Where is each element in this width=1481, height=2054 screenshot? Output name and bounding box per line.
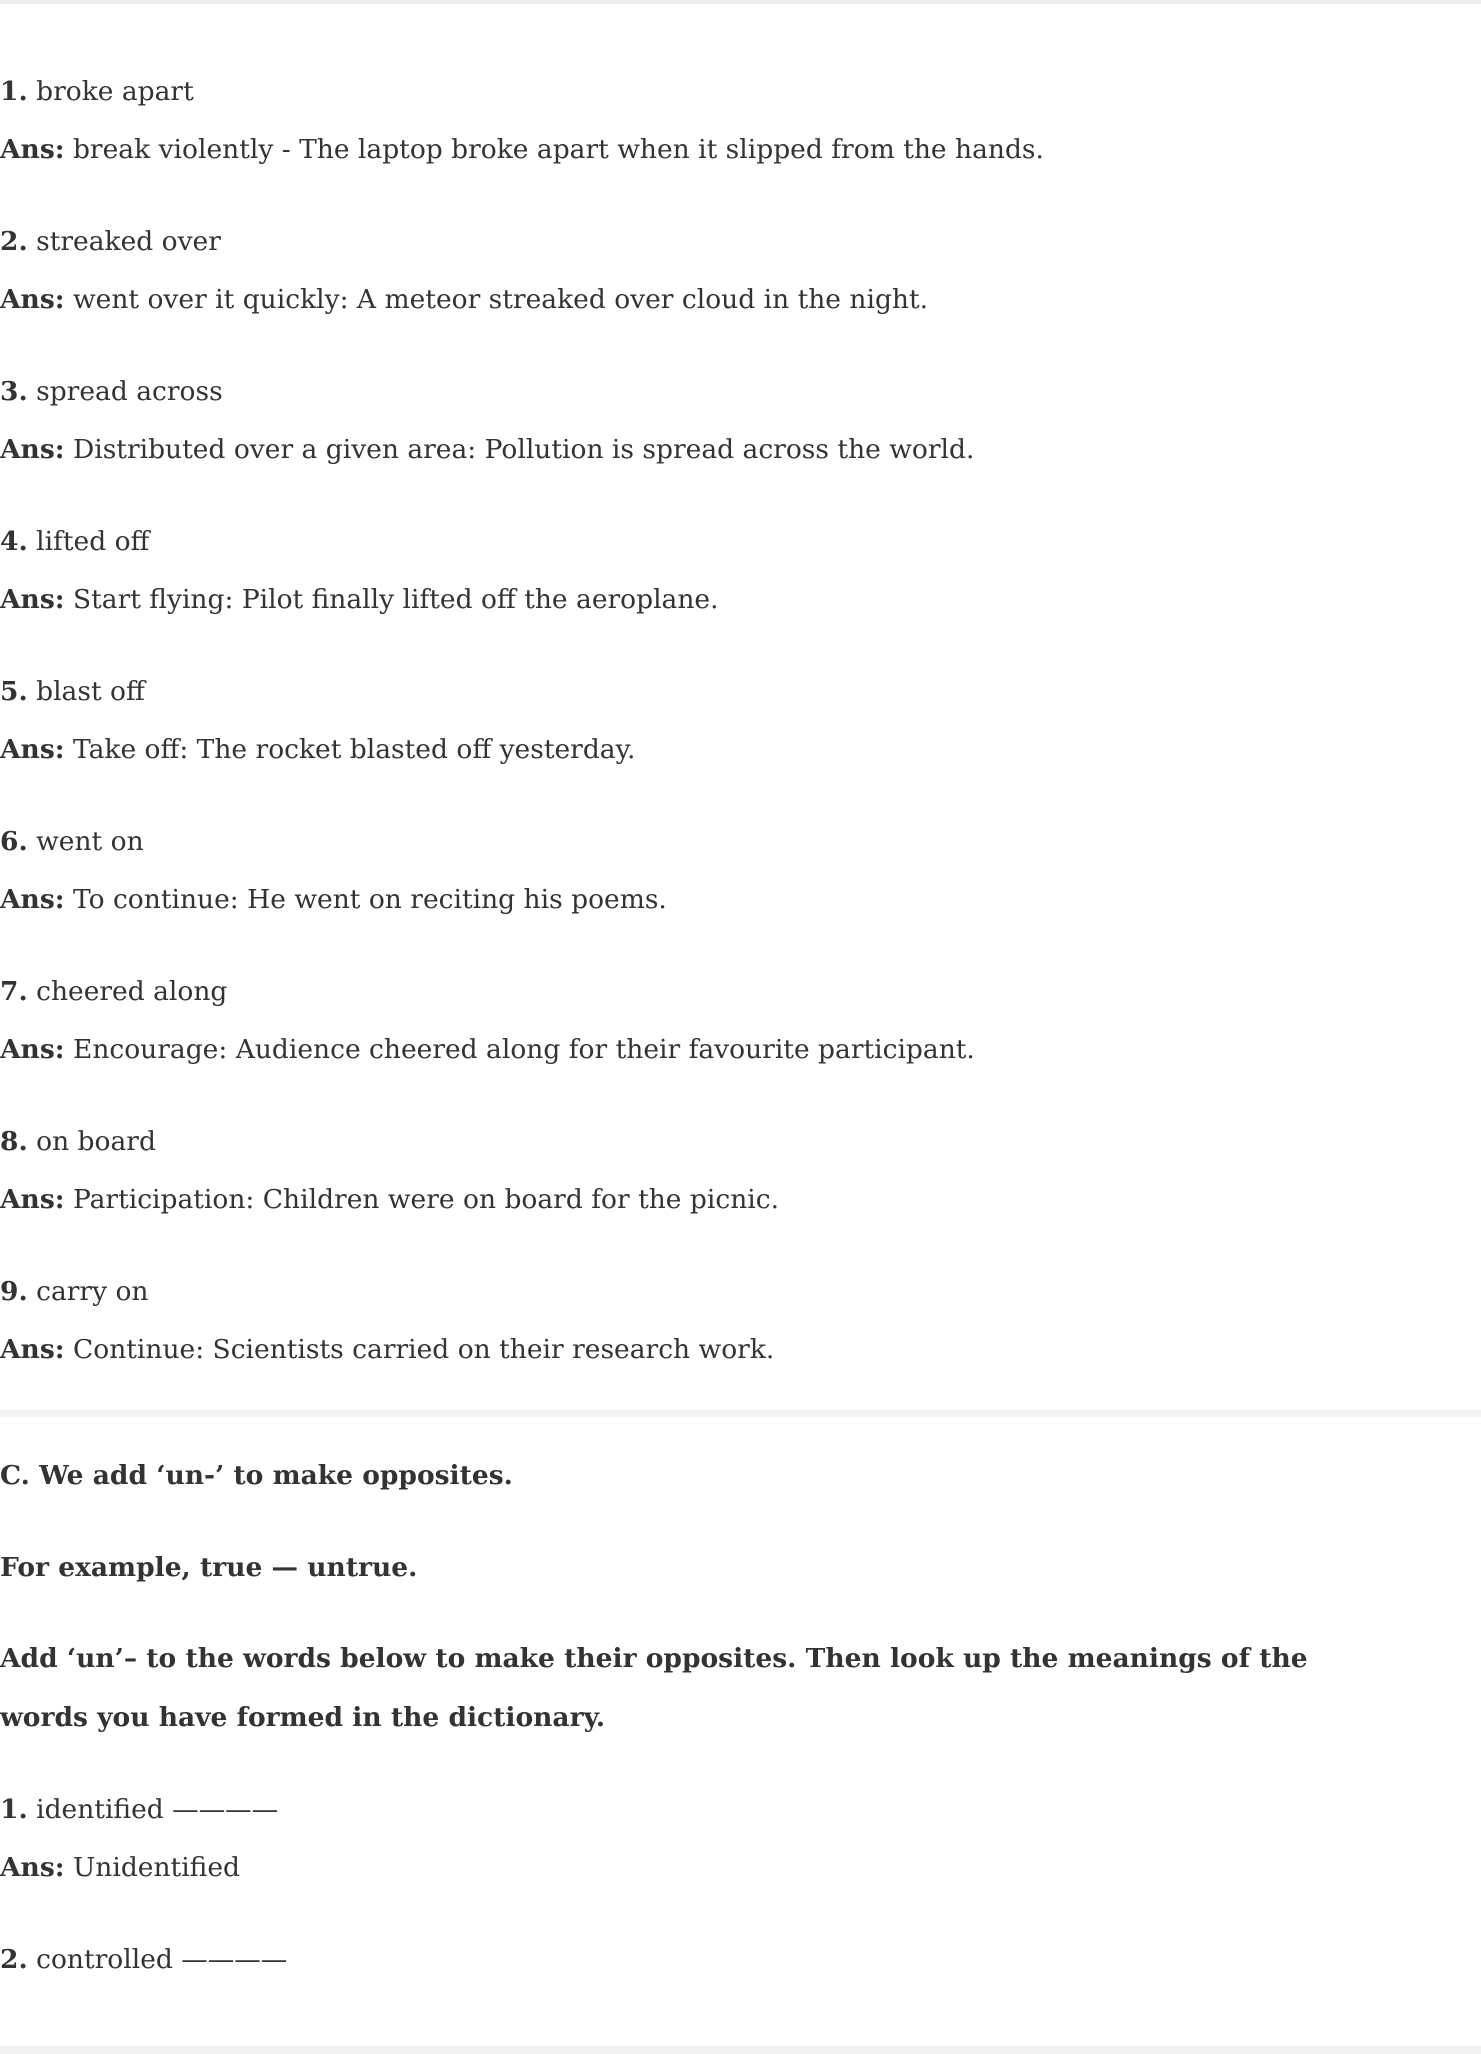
section-c-instruction-line1: Add ‘un’– to the words below to make their opposites. Then look up the meanings of the — [0, 1643, 1308, 1674]
answer-item — [0, 880, 667, 920]
answer-label: Ans: — [0, 884, 65, 915]
question-phrase: lifted off — [36, 526, 150, 557]
answer-text: Unidentified — [72, 1852, 241, 1883]
answer-text: Distributed over a given area: Pollution is spread across the world. — [72, 434, 975, 465]
question-item — [0, 1122, 156, 1162]
answer-label: Ans: — [0, 1184, 65, 1215]
question-item — [0, 522, 149, 562]
c-question-2 — [0, 1940, 287, 1980]
question-phrase: streaked over — [36, 226, 221, 257]
section-c-instruction-line2: words you have formed in the dictionary. — [0, 1702, 606, 1733]
question-number: 2. — [0, 1944, 28, 1975]
answer-text: Take off: The rocket blasted off yesterday. — [72, 734, 636, 765]
answer-item — [0, 430, 974, 470]
answer-label: Ans: — [0, 1334, 65, 1365]
question-number: 8. — [0, 1126, 28, 1157]
question-phrase: went on — [36, 826, 144, 857]
question-phrase: on board — [36, 1126, 156, 1157]
answer-item — [0, 1030, 975, 1070]
question-word: controlled ———— — [36, 1944, 288, 1975]
answer-item — [0, 130, 1044, 170]
question-item — [0, 822, 144, 862]
answer-text: Encourage: Audience cheered along for their favourite participant. — [72, 1034, 975, 1065]
question-number: 1. — [0, 76, 28, 107]
section-c-example: For example, true — untrue. — [0, 1552, 418, 1583]
question-number: 2. — [0, 226, 28, 257]
answer-label: Ans: — [0, 584, 65, 615]
answer-label: Ans: — [0, 1852, 65, 1883]
top-divider — [0, 0, 1481, 4]
question-item — [0, 222, 221, 262]
section-divider — [0, 1410, 1481, 1417]
question-number: 9. — [0, 1276, 28, 1307]
answer-item — [0, 280, 928, 320]
answer-label: Ans: — [0, 734, 65, 765]
c-question-1 — [0, 1790, 278, 1830]
question-word: identified ———— — [36, 1794, 279, 1825]
bottom-divider — [0, 2046, 1481, 2054]
question-item — [0, 372, 223, 412]
question-item — [0, 972, 227, 1012]
answer-item — [0, 1330, 774, 1370]
question-number: 4. — [0, 526, 28, 557]
answer-text: break violently - The laptop broke apart when it slipped from the hands. — [72, 134, 1044, 165]
question-phrase: carry on — [36, 1276, 149, 1307]
question-number: 1. — [0, 1794, 28, 1825]
question-phrase: broke apart — [36, 76, 194, 107]
question-phrase: blast off — [36, 676, 145, 707]
answer-label: Ans: — [0, 284, 65, 315]
answer-item — [0, 580, 719, 620]
question-number: 3. — [0, 376, 28, 407]
question-number: 7. — [0, 976, 28, 1007]
answer-item — [0, 730, 635, 770]
question-number: 6. — [0, 826, 28, 857]
answer-text: Continue: Scientists carried on their research work. — [72, 1334, 775, 1365]
answer-label: Ans: — [0, 434, 65, 465]
c-answer-1 — [0, 1848, 240, 1888]
answer-label: Ans: — [0, 134, 65, 165]
answer-text: Start flying: Pilot finally lifted off the aeroplane. — [72, 584, 719, 615]
question-item — [0, 672, 145, 712]
section-c-heading: C. We add ‘un-’ to make opposites. — [0, 1460, 513, 1491]
question-number: 5. — [0, 676, 28, 707]
answer-text: To continue: He went on reciting his poems. — [72, 884, 667, 915]
question-phrase: spread across — [36, 376, 223, 407]
answer-label: Ans: — [0, 1034, 65, 1065]
question-phrase: cheered along — [36, 976, 228, 1007]
answer-text: went over it quickly: A meteor streaked over cloud in the night. — [72, 284, 929, 315]
question-item — [0, 1272, 149, 1312]
question-item — [0, 72, 194, 112]
answer-text: Participation: Children were on board for the picnic. — [72, 1184, 779, 1215]
answer-item — [0, 1180, 779, 1220]
